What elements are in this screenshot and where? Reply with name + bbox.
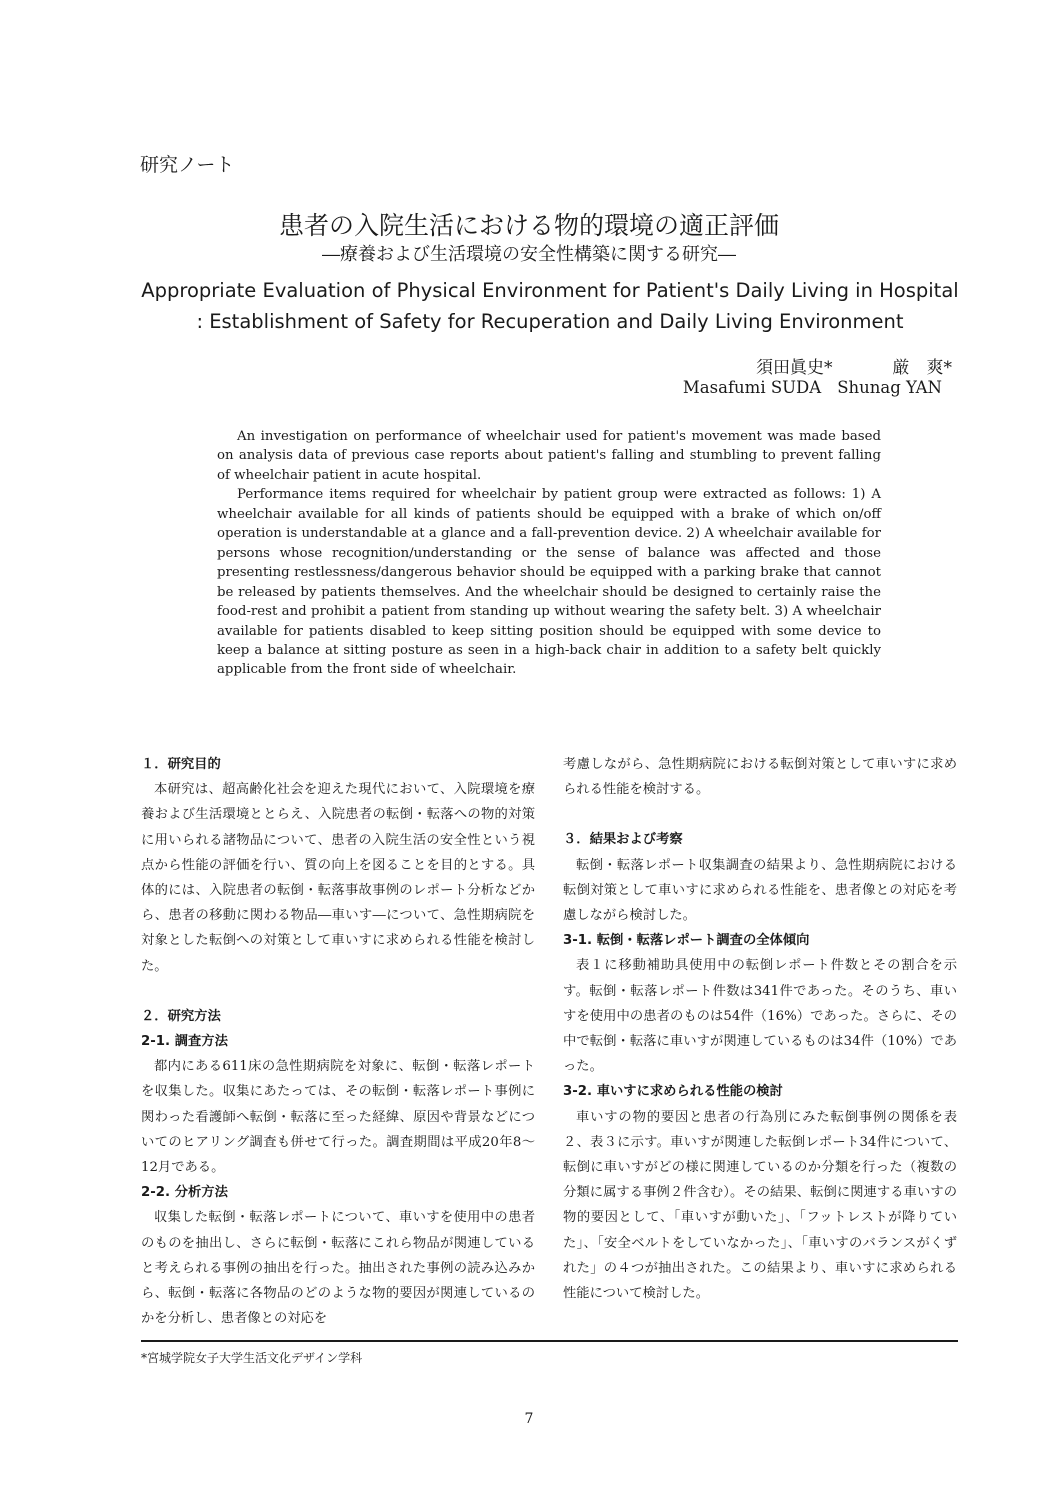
title-english-line-1: Appropriate Evaluation of Physical Environment for Patient's Daily Living in Hospital [141,279,959,302]
page-subtitle-japanese: ―療養および生活環境の安全性構築に関する研究― [322,244,736,265]
section-3-2-paragraph: 車いすの物的要因と患者の行為別にみた転倒事例の関係を表２、表３に示す。車いすが関連した転倒レポート34件について、転倒に車いすがどの様に関連しているのか分類を行った（複数の分類に属する事例２件含む）。その結果、転倒に関連する車いすの物的要因として、「車いすが動いた」、「フットレストが降りていた」、「安全ベルトをしていなかった」、「車いすのバランスがくずれた」の４つが抽出された。この結果より、車いすに求められる性能について検討した。 [563,1109,957,1302]
section-2-2-heading: 2-2. 分析方法 [141,1185,228,1201]
author-affiliation-footnote: *宮城学院女子大学生活文化デザイン学科 [141,1351,363,1365]
section-2-1-heading: 2-1. 調査方法 [141,1034,228,1050]
body-column-left [141,752,535,1331]
footnote-divider [141,1340,958,1342]
section-3-1-paragraph: 表１に移動補助具使用中の転倒レポート件数とその割合を示す。転倒・転落レポート件数は341件であった。そのうち、車いすを使用中の患者のものは54件（16%）であった。さらに、その中で転倒・転落に車いすが関連しているものは34件（10%）であった。 [563,958,957,1075]
section-2-2-paragraph: 収集した転倒・転落レポートについて、車いすを使用中の患者のものを抽出し、さらに転倒・転落にこれら物品が関連していると考えられる事例の抽出を行った。抽出された事例の読み込みから、転倒・転落に各物品のどのような物的要因が関連しているのかを分析し、患者像との対応を [141,1210,535,1327]
page-title-japanese: 患者の入院生活における物的環境の適正評価 [278,211,779,240]
section-1-paragraph: 本研究は、超高齢化社会を迎えた現代において、入院環境を療養および生活環境ととらえ、入院患者の転倒・転落への物的対策に用いられる諸物品について、患者の入院生活の安全性という視点から性能の評価を行い、質の向上を図ることを目的とする。具体的には、入院患者の転倒・転落事故事例のレポート分析などから、患者の移動に関わる物品―車いす―について、急性期病院を対象とした転倒への対策として車いすに求められる性能を検討した。 [141,782,535,974]
abstract-paragraph-1: An investigation on performance of wheelchair used for patient's movement was made based on analysis data of previous case reports about patient's falling and stumbling to prevent falling of wheelchair patient in acute hospital. [217,429,881,483]
authors-english [683,378,942,397]
page-number: 7 [524,1411,534,1427]
continued-paragraph: 考慮しながら、急性期病院における転倒対策として車いすに求められる性能を検討する。 [563,757,957,798]
page-title-english [0,275,1058,337]
section-3-2-heading: 3-2. 車いすに求められる性能の検討 [563,1084,783,1100]
authors-japanese [756,353,952,378]
abstract-paragraph-2: Performance items required for wheelchair by patient group were extracted as follows: 1) A wheelchair available for all kinds of patients should be equipped with a brake of which on/off operation is understandable at a glance and a fall-prevention device. 2) A wheelchair available for persons whose recognition/understanding or the sense of balance was affected and those presenting restlessness/dangerous behavior should be equipped with a parking brake that cannot be released by patients themselves. And the wheelchair should be designed to certainly raise the food-rest and prohibit a patient from standing up without wearing the safety belt. 3) A wheelchair available for patients disabled to keep sitting position should be equipped with some device to keep a balance at sitting posture as seen in a high-back chair in addition to a safety belt quickly applicable from the front side of wheelchair. [217,487,881,678]
section-2-heading: ２．研究方法 [141,1008,221,1024]
author-2-name-ja: 厳 爽* [892,358,952,378]
author-1-name-ja: 須田眞史* [756,358,833,378]
abstract [217,427,881,680]
section-3-paragraph: 転倒・転落レポート収集調査の結果より、急性期病院における転倒対策として車いすに求められる性能を、患者像との対応を考慮しながら検討した。 [563,857,957,924]
article-category: 研究ノート [140,154,235,176]
section-3-1-heading: 3-1. 転倒・転落レポート調査の全体傾向 [563,933,810,949]
title-english-line-2: : Establishment of Safety for Recuperation and Daily Living Environment [196,310,904,333]
section-spacer [141,979,535,1004]
body-column-right [563,752,957,1306]
author-2-name-en: Shunag YAN [837,378,942,397]
section-spacer [563,802,957,827]
section-2-1-paragraph: 都内にある611床の急性期病院を対象に、転倒・転落レポートを収集した。収集にあたっては、その転倒・転落レポート事例に関わった看護師へ転倒・転落に至った経緯、原因や背景などについてのヒアリング調査も併せて行った。調査期間は平成20年8～12月である。 [141,1059,535,1176]
section-3-heading: ３．結果および考察 [563,832,683,848]
author-1-name-en: Masafumi SUDA [682,378,822,397]
section-1-heading: １．研究目的 [141,757,221,772]
